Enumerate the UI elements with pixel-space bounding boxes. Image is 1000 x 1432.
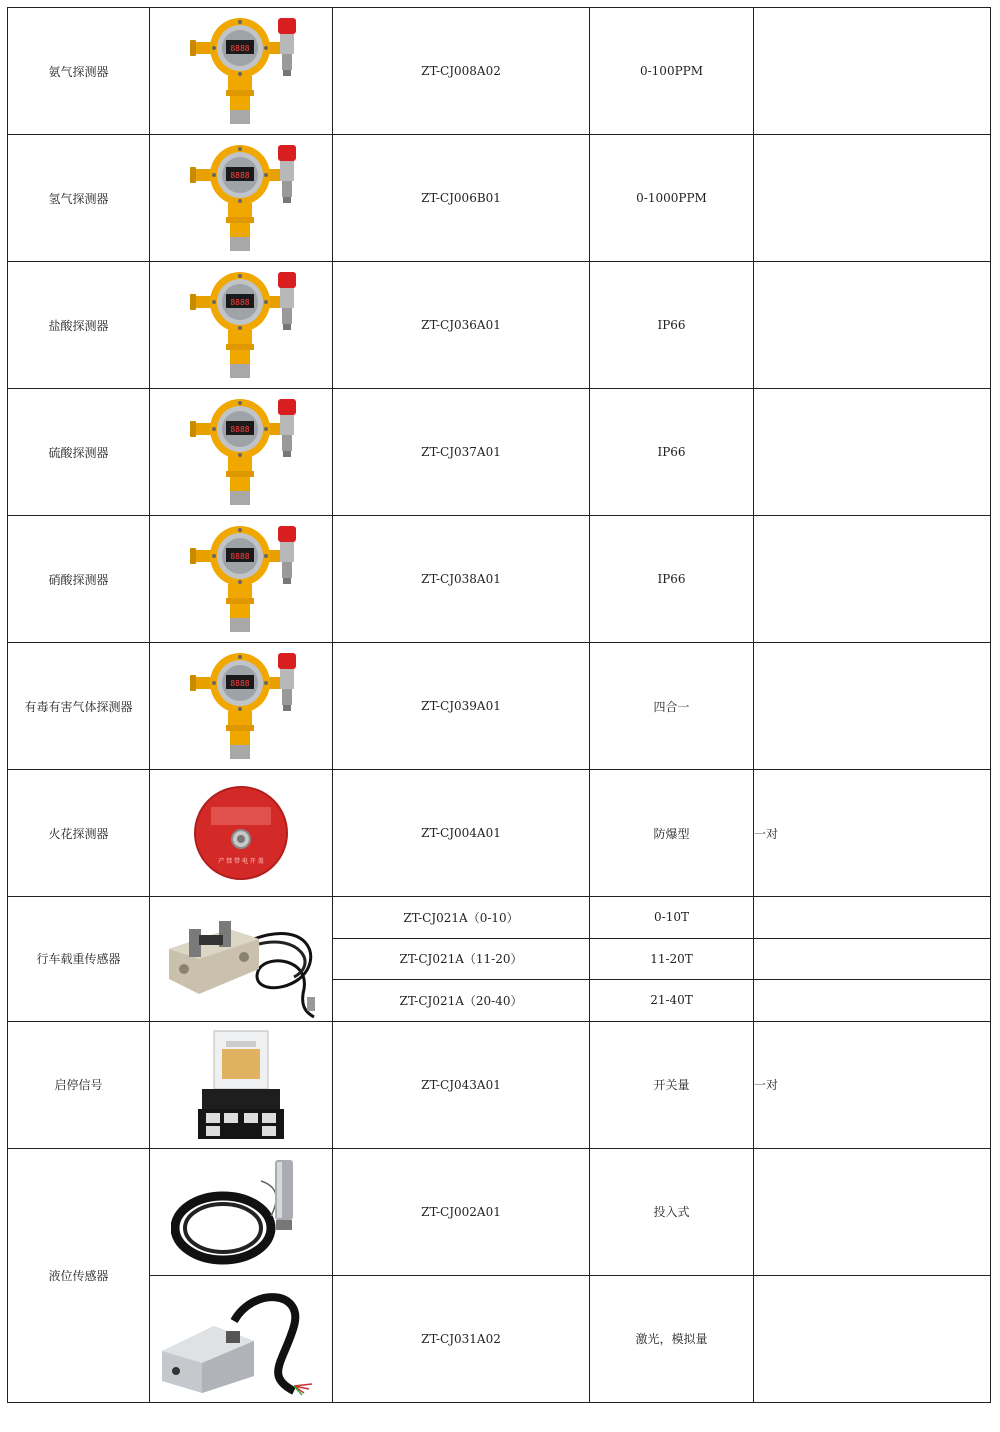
table-row <box>8 1148 991 1275</box>
product-model: ZT-CJ031A02 <box>333 1275 590 1402</box>
product-name: 硫酸探测器 <box>8 389 150 516</box>
product-note <box>754 8 991 135</box>
product-spec: 四合一 <box>590 643 754 770</box>
product-image <box>150 135 333 262</box>
product-name: 行车载重传感器 <box>8 897 150 1022</box>
product-name: 硝酸探测器 <box>8 516 150 643</box>
product-spec: 0-10T <box>590 897 754 939</box>
product-model: ZT-CJ008A02 <box>333 8 590 135</box>
product-image <box>150 1275 333 1402</box>
product-spec: 开关量 <box>590 1021 754 1148</box>
table-row <box>8 1275 991 1402</box>
product-note: 一对 <box>754 1021 991 1148</box>
product-image <box>150 897 333 1022</box>
product-name: 有毒有害气体探测器 <box>8 643 150 770</box>
product-model: ZT-CJ002A01 <box>333 1148 590 1275</box>
table-row <box>8 8 991 135</box>
product-image <box>150 8 333 135</box>
product-model: ZT-CJ021A（20-40） <box>333 980 590 1022</box>
product-name: 盐酸探测器 <box>8 262 150 389</box>
table-row <box>8 1021 991 1148</box>
product-model: ZT-CJ036A01 <box>333 262 590 389</box>
spark-label: 产 禁 带 电 开 盖 <box>218 858 264 865</box>
product-name: 氢气探测器 <box>8 135 150 262</box>
product-model: ZT-CJ004A01 <box>333 770 590 897</box>
product-note <box>754 1275 991 1402</box>
product-spec: 投入式 <box>590 1148 754 1275</box>
product-model: ZT-CJ037A01 <box>333 389 590 516</box>
product-note <box>754 262 991 389</box>
product-model: ZT-CJ021A（11-20） <box>333 938 590 980</box>
product-name: 氨气探测器 <box>8 8 150 135</box>
product-image <box>150 1148 333 1275</box>
product-image <box>150 643 333 770</box>
product-note <box>754 516 991 643</box>
laser-level-sensor-image <box>154 1281 329 1396</box>
gas-detector-image <box>182 143 300 253</box>
product-note <box>754 389 991 516</box>
gas-detector-image <box>182 651 300 761</box>
product-spec: 防爆型 <box>590 770 754 897</box>
load-sensor-image <box>159 899 324 1019</box>
table-row <box>8 770 991 897</box>
gas-detector-image <box>182 16 300 126</box>
product-model: ZT-CJ039A01 <box>333 643 590 770</box>
gas-detector-image <box>182 397 300 507</box>
product-spec: 激光，模拟量 <box>590 1275 754 1402</box>
product-image <box>150 1021 333 1148</box>
product-name: 启停信号 <box>8 1021 150 1148</box>
table-row <box>8 135 991 262</box>
product-table <box>7 7 991 1403</box>
product-spec: 0-100PPM <box>590 8 754 135</box>
table-row <box>8 389 991 516</box>
table-row <box>8 262 991 389</box>
product-name: 液位传感器 <box>8 1148 150 1402</box>
product-spec: 0-1000PPM <box>590 135 754 262</box>
gas-detector-image <box>182 524 300 634</box>
product-note: 一对 <box>754 770 991 897</box>
table-row <box>8 897 991 939</box>
product-image <box>150 516 333 643</box>
product-note <box>754 980 991 1022</box>
product-model: ZT-CJ021A（0-10） <box>333 897 590 939</box>
product-spec: 11-20T <box>590 938 754 980</box>
product-note <box>754 1148 991 1275</box>
product-spec: IP66 <box>590 262 754 389</box>
submersible-level-sensor-image <box>171 1156 311 1268</box>
product-note <box>754 897 991 939</box>
gas-detector-image <box>182 270 300 380</box>
relay-image <box>196 1027 286 1142</box>
product-image <box>150 389 333 516</box>
spark-detector-image <box>191 783 291 883</box>
table-row <box>8 516 991 643</box>
product-image <box>150 262 333 389</box>
product-note <box>754 135 991 262</box>
product-spec: IP66 <box>590 516 754 643</box>
product-model: ZT-CJ038A01 <box>333 516 590 643</box>
product-model: ZT-CJ006B01 <box>333 135 590 262</box>
product-spec: IP66 <box>590 389 754 516</box>
table-row <box>8 643 991 770</box>
product-note <box>754 643 991 770</box>
product-model: ZT-CJ043A01 <box>333 1021 590 1148</box>
product-image <box>150 770 333 897</box>
product-name: 火花探测器 <box>8 770 150 897</box>
product-note <box>754 938 991 980</box>
product-spec: 21-40T <box>590 980 754 1022</box>
